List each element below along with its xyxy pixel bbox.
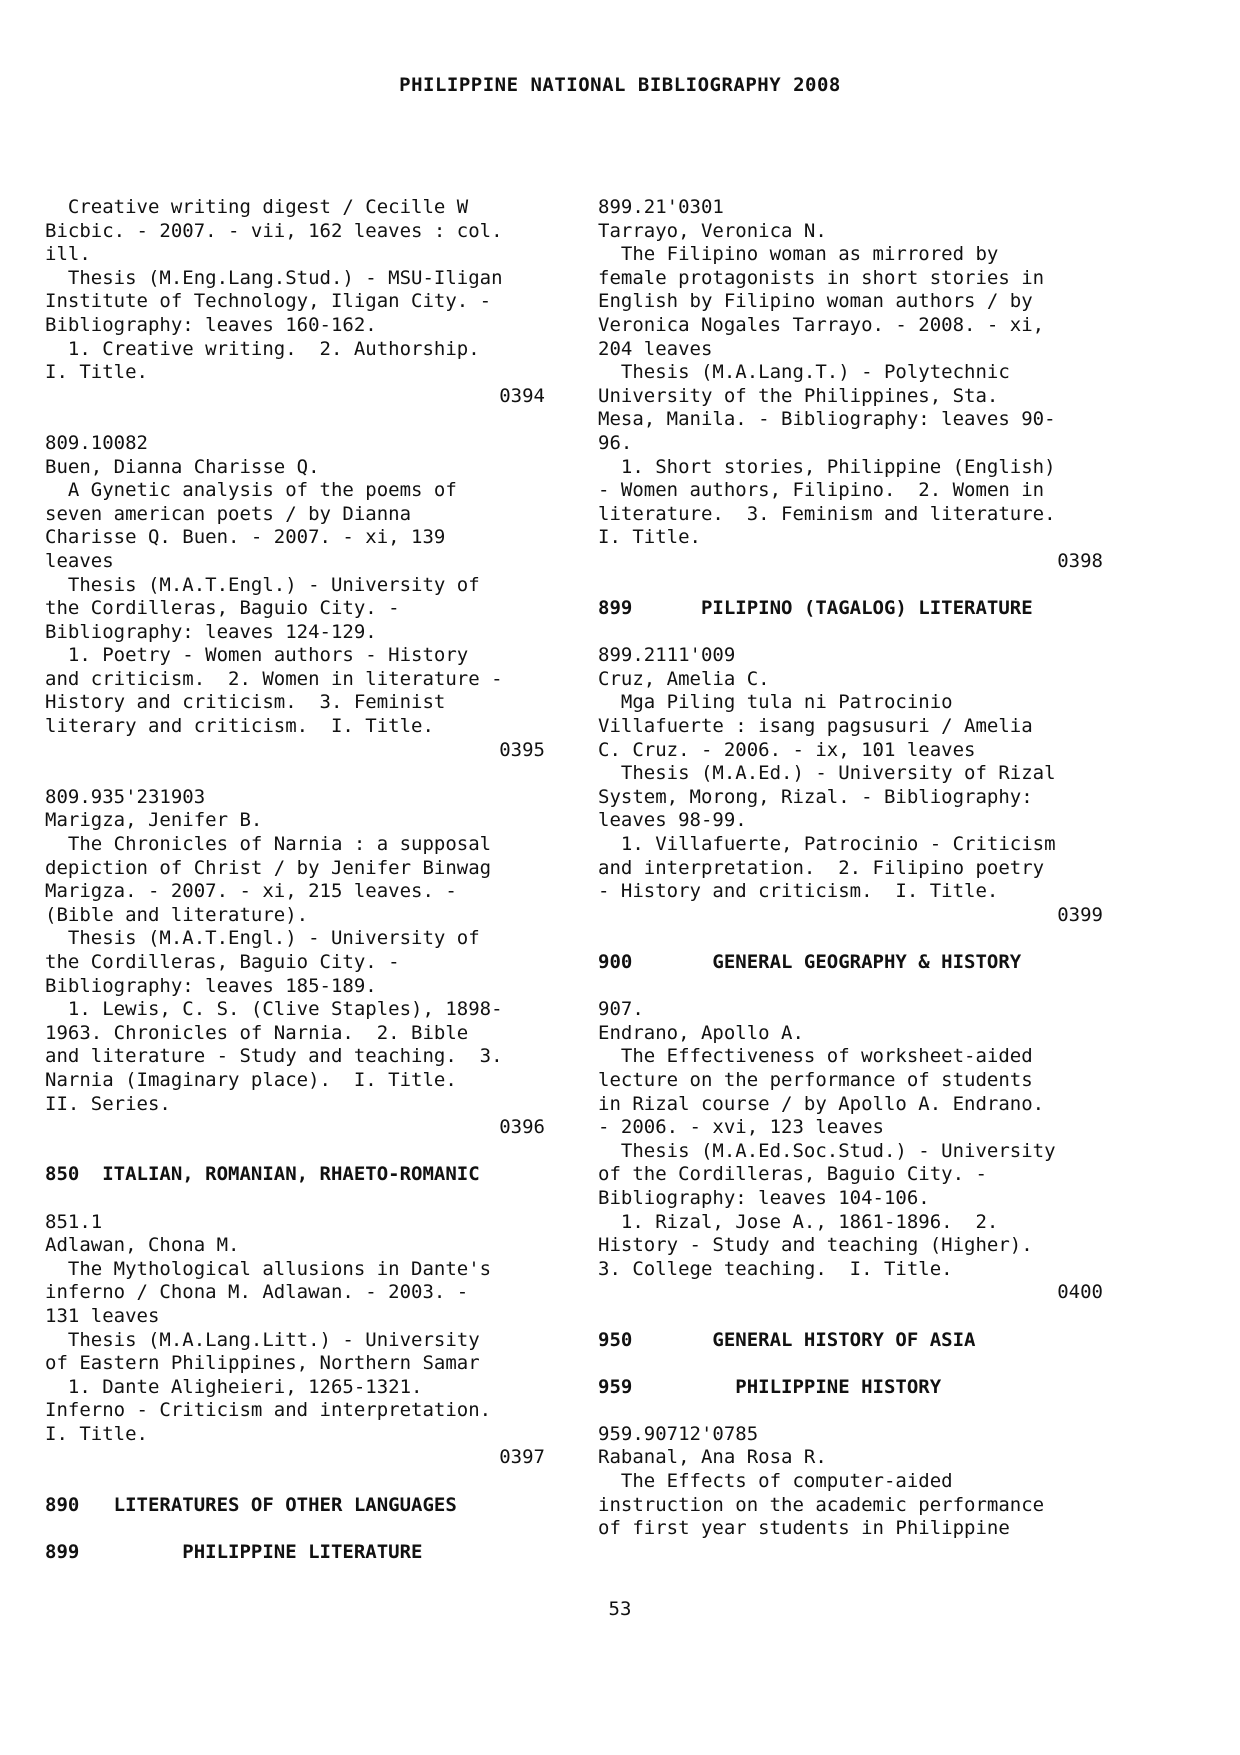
author: Rabanal, Ana Rosa R. bbox=[598, 1446, 827, 1469]
entry-line: depiction of Christ / by Jenifer Binwag bbox=[45, 856, 492, 879]
entry-number: 0400 bbox=[1057, 1281, 1103, 1304]
entry-line: I. Title. bbox=[45, 361, 148, 384]
entry-line: 1. Short stories, Philippine (English) bbox=[598, 455, 1056, 478]
entry-line: Mga Piling tula ni Patrocinio bbox=[598, 691, 953, 714]
call-number: 907. bbox=[598, 998, 644, 1021]
entry-line: and literature - Study and teaching. 3. bbox=[45, 1045, 503, 1068]
entry-line: History and criticism. 3. Feminist bbox=[45, 691, 446, 714]
entry-line: The Effectiveness of worksheet-aided bbox=[598, 1045, 1033, 1068]
entry-number: 0397 bbox=[499, 1446, 545, 1469]
entry-line: lecture on the performance of students bbox=[598, 1068, 1033, 1091]
entry-line: 1. Dante Aligheieri, 1265-1321. bbox=[45, 1375, 423, 1398]
author: Marigza, Jenifer B. bbox=[45, 809, 263, 832]
entry-line: Thesis (M.A.Lang.T.) - Polytechnic bbox=[598, 361, 1010, 384]
entry-line: 204 leaves bbox=[598, 337, 713, 360]
page-title: PHILIPPINE NATIONAL BIBLIOGRAPHY 2008 bbox=[399, 74, 841, 96]
section-heading: 850 ITALIAN, ROMANIAN, RHAETO-ROMANIC bbox=[45, 1163, 480, 1186]
entry-line: the Cordilleras, Baguio City. - bbox=[45, 597, 400, 620]
entry-line: Mesa, Manila. - Bibliography: leaves 90- bbox=[598, 408, 1056, 431]
entry-line: in Rizal course / by Apollo A. Endrano. bbox=[598, 1092, 1045, 1115]
entry-line: I. Title. bbox=[45, 1422, 148, 1445]
entry-line: literature. 3. Feminism and literature. bbox=[598, 502, 1056, 525]
entry-line: History - Study and teaching (Higher). bbox=[598, 1234, 1033, 1257]
entry-number: 0394 bbox=[499, 384, 545, 407]
entry-line: instruction on the academic performance bbox=[598, 1493, 1045, 1516]
entry-line: The Mythological allusions in Dante's bbox=[45, 1257, 492, 1280]
entry-number: 0398 bbox=[1057, 549, 1103, 572]
entry-line: Thesis (M.A.Ed.Soc.Stud.) - University bbox=[598, 1139, 1056, 1162]
entry-line: leaves 98-99. bbox=[598, 809, 747, 832]
entry-line: Bibliography: leaves 185-189. bbox=[45, 974, 377, 997]
author: Cruz, Amelia C. bbox=[598, 667, 770, 690]
section-heading: 890 LITERATURES OF OTHER LANGUAGES bbox=[45, 1493, 457, 1516]
entry-line: 3. College teaching. I. Title. bbox=[598, 1257, 953, 1280]
entry-number: 0399 bbox=[1057, 903, 1103, 926]
entry-line: A Gynetic analysis of the poems of bbox=[45, 479, 457, 502]
call-number: 809.935'231903 bbox=[45, 785, 206, 808]
entry-line: - History and criticism. I. Title. bbox=[598, 880, 999, 903]
entry-line: Inferno - Criticism and interpretation. bbox=[45, 1399, 492, 1422]
author: Endrano, Apollo A. bbox=[598, 1021, 804, 1044]
section-heading: 950 GENERAL HISTORY OF ASIA bbox=[598, 1328, 976, 1351]
entry-line: System, Morong, Rizal. - Bibliography: bbox=[598, 785, 1033, 808]
section-heading: 899 PILIPINO (TAGALOG) LITERATURE bbox=[598, 597, 1033, 620]
section-heading: 900 GENERAL GEOGRAPHY & HISTORY bbox=[598, 951, 1022, 973]
entry-line: I. Title. bbox=[598, 526, 701, 549]
entry-line: of Eastern Philippines, Northern Samar bbox=[45, 1352, 480, 1375]
call-number: 899.21'0301 bbox=[598, 196, 724, 218]
entry-line: Thesis (M.A.T.Engl.) - University of bbox=[45, 927, 480, 950]
entry-line: 1. Creative writing. 2. Authorship. bbox=[45, 337, 480, 360]
entry-line: Veronica Nogales Tarrayo. - 2008. - xi, bbox=[598, 313, 1045, 336]
entry-line: Thesis (M.A.T.Engl.) - University of bbox=[45, 573, 480, 596]
entry-line: female protagonists in short stories in bbox=[598, 266, 1045, 289]
entry-line: Bicbic. - 2007. - vii, 162 leaves : col. bbox=[45, 219, 503, 242]
author: Tarrayo, Veronica N. bbox=[598, 219, 827, 242]
right-column bbox=[598, 196, 1103, 1541]
entry-line: inferno / Chona M. Adlawan. - 2003. - bbox=[45, 1281, 469, 1304]
author: Buen, Dianna Charisse Q. bbox=[45, 455, 320, 478]
author: Adlawan, Chona M. bbox=[45, 1234, 240, 1257]
entry-line: the Cordilleras, Baguio City. - bbox=[45, 951, 400, 973]
entry-line: Bibliography: leaves 160-162. bbox=[45, 313, 377, 336]
entry-line: II. Series. bbox=[45, 1092, 171, 1115]
entry-line: The Chronicles of Narnia : a supposal bbox=[45, 833, 492, 856]
entry-line: Thesis (M.Eng.Lang.Stud.) - MSU-Iligan bbox=[45, 266, 503, 289]
entry-line: and criticism. 2. Women in literature - bbox=[45, 667, 503, 690]
entry-number: 0396 bbox=[499, 1116, 545, 1139]
entry-line: University of the Philippines, Sta. bbox=[598, 384, 999, 407]
entry-line: 1. Villafuerte, Patrocinio - Criticism bbox=[598, 833, 1056, 856]
entry-line: Institute of Technology, Iligan City. - bbox=[45, 290, 492, 313]
entry-line: Villafuerte : isang pagsusuri / Amelia bbox=[598, 715, 1033, 738]
entry-line: Marigza. - 2007. - xi, 215 leaves. - bbox=[45, 880, 457, 903]
entry-line: Thesis (M.A.Lang.Litt.) - University bbox=[45, 1328, 480, 1351]
call-number: 851.1 bbox=[45, 1210, 103, 1233]
entry-line: The Effects of computer-aided bbox=[598, 1470, 953, 1493]
entry-line: leaves bbox=[45, 549, 114, 572]
entry-line: and interpretation. 2. Filipino poetry bbox=[598, 856, 1045, 879]
entry-line: 1963. Chronicles of Narnia. 2. Bible bbox=[45, 1021, 469, 1044]
entry-line: Thesis (M.A.Ed.) - University of Rizal bbox=[598, 762, 1056, 785]
entry-line: Narnia (Imaginary place). I. Title. bbox=[45, 1068, 457, 1091]
section-heading: 899 PHILIPPINE LITERATURE bbox=[45, 1540, 423, 1563]
entry-line: The Filipino woman as mirrored by bbox=[598, 243, 999, 266]
entry-line: Bibliography: leaves 124-129. bbox=[45, 620, 377, 643]
section-heading: 959 PHILIPPINE HISTORY bbox=[598, 1375, 942, 1398]
entry-line: - 2006. - xvi, 123 leaves bbox=[598, 1116, 884, 1139]
call-number: 959.90712'0785 bbox=[598, 1422, 759, 1445]
entry-line: Creative writing digest / Cecille W bbox=[45, 196, 469, 218]
entry-line: of first year students in Philippine bbox=[598, 1517, 1010, 1540]
entry-line: 1. Lewis, C. S. (Clive Staples), 1898- bbox=[45, 998, 503, 1021]
entry-line: English by Filipino woman authors / by bbox=[598, 290, 1033, 313]
entry-line: 1. Poetry - Women authors - History bbox=[45, 644, 469, 667]
entry-line: 1. Rizal, Jose A., 1861-1896. 2. bbox=[598, 1210, 999, 1233]
left-column bbox=[45, 196, 545, 1564]
page-number: 53 bbox=[608, 1598, 632, 1620]
entry-line: C. Cruz. - 2006. - ix, 101 leaves bbox=[598, 738, 976, 761]
entry-line: Charisse Q. Buen. - 2007. - xi, 139 bbox=[45, 526, 446, 549]
entry-line: 131 leaves bbox=[45, 1304, 160, 1327]
entry-line: 96. bbox=[598, 431, 633, 454]
entry-line: - Women authors, Filipino. 2. Women in bbox=[598, 479, 1045, 502]
entry-line: (Bible and literature). bbox=[45, 903, 309, 926]
entry-number: 0395 bbox=[499, 738, 545, 761]
call-number: 809.10082 bbox=[45, 431, 148, 454]
entry-line: of the Cordilleras, Baguio City. - bbox=[598, 1163, 987, 1186]
call-number: 899.2111'009 bbox=[598, 644, 736, 667]
entry-line: Bibliography: leaves 104-106. bbox=[598, 1186, 930, 1209]
entry-line: ill. bbox=[45, 243, 91, 266]
entry-line: seven american poets / by Dianna bbox=[45, 502, 412, 525]
entry-line: literary and criticism. I. Title. bbox=[45, 715, 434, 738]
